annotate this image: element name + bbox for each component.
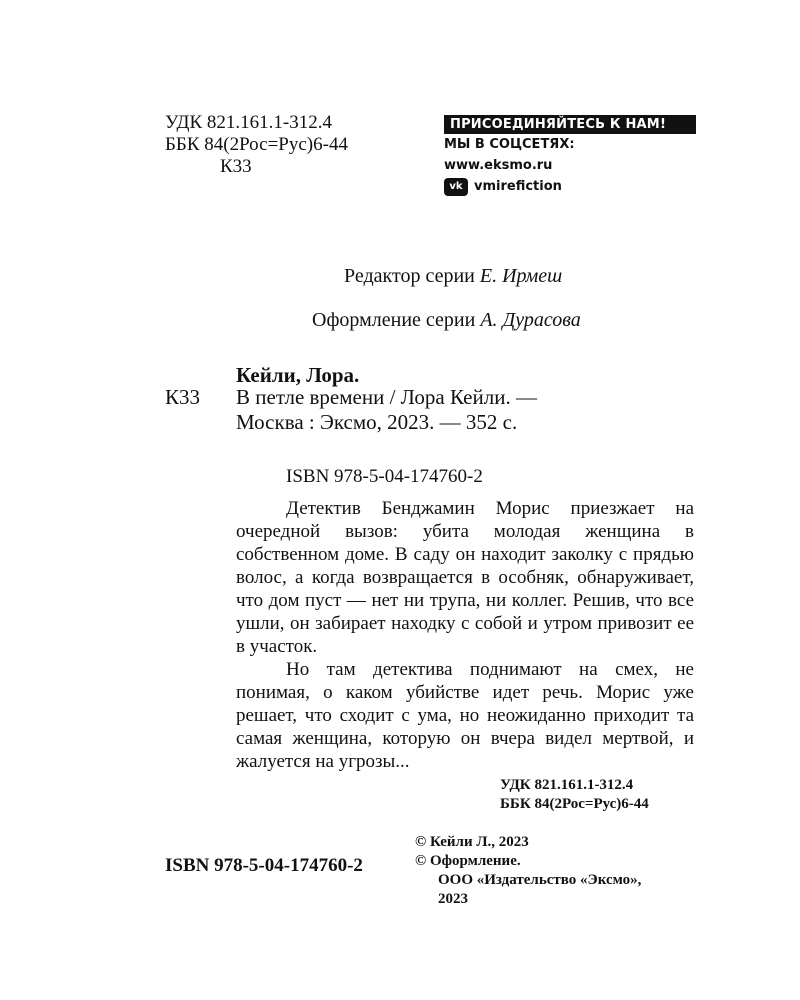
editor-label: Редактор серии: [344, 265, 480, 287]
social-block: [444, 115, 696, 197]
footer-udk: УДК 821.161.1-312.4: [500, 777, 634, 793]
join-us-banner: ПРИСОЕДИНЯЙТЕСЬ К НАМ!: [444, 115, 696, 134]
bbk-code: ББК 84(2Рос=Рус)6-44: [165, 134, 348, 155]
author-heading: Кейли, Лора.: [236, 363, 360, 387]
socials-subtitle: МЫ В СОЦСЕТЯХ:: [444, 137, 575, 152]
copyright-author: © Кейли Л., 2023: [415, 834, 529, 850]
copyright-design: © Оформление.: [415, 853, 521, 869]
bib-line-publisher: Москва : Эксмо, 2023. — 352 с.: [236, 410, 518, 434]
udk-code: УДК 821.161.1-312.4: [165, 112, 332, 133]
bib-author-mark: К33: [165, 385, 201, 409]
annotation-paragraph: Но там детектива поднимают на смех, не понимая, о каком убийстве идет речь. Морис уже решает, что сходит с ума, но неожиданно приходит та самая женщина, которую он вчера видел мертвой, и жалуется на угрозы...: [236, 659, 694, 772]
series-design: [312, 308, 581, 332]
annotation: [236, 497, 694, 773]
copyright-year: 2023: [438, 891, 468, 907]
website-link[interactable]: www.eksmo.ru: [444, 158, 553, 173]
vk-handle: vmirefiction: [474, 179, 562, 194]
design-name: А. Дурасова: [480, 309, 581, 331]
vk-icon: vk: [444, 178, 468, 196]
isbn-bottom: ISBN 978-5-04-174760-2: [165, 855, 363, 876]
editor-name: Е. Ирмеш: [479, 265, 563, 287]
bib-line-title: В петле времени / Лора Кейли. —: [236, 385, 537, 409]
vk-link[interactable]: [444, 176, 696, 197]
classification-block: [165, 112, 348, 178]
series-editor: [344, 264, 562, 288]
bibliographic-record: [236, 385, 694, 435]
copyright-publisher: ООО «Издательство «Эксмо»,: [438, 872, 642, 888]
design-label: Оформление серии: [312, 309, 481, 331]
footer-classification: [500, 776, 649, 814]
annotation-paragraph: Детектив Бенджамин Морис приезжает на очередной вызов: убита молодая женщина в собственном доме. В саду он находит заколку с прядью волос, а когда возвращается в особняк, обнаруживает, что дом пуст — нет ни трупа, ни коллег. Решив, что все ушли, он забирает находку с собой и утром привозит ее в участок.: [236, 498, 694, 657]
author-mark: К33: [220, 156, 252, 177]
isbn-top: ISBN 978-5-04-174760-2: [286, 466, 483, 487]
copyright-block: [415, 833, 641, 909]
footer-bbk: ББК 84(2Рос=Рус)6-44: [500, 796, 649, 812]
